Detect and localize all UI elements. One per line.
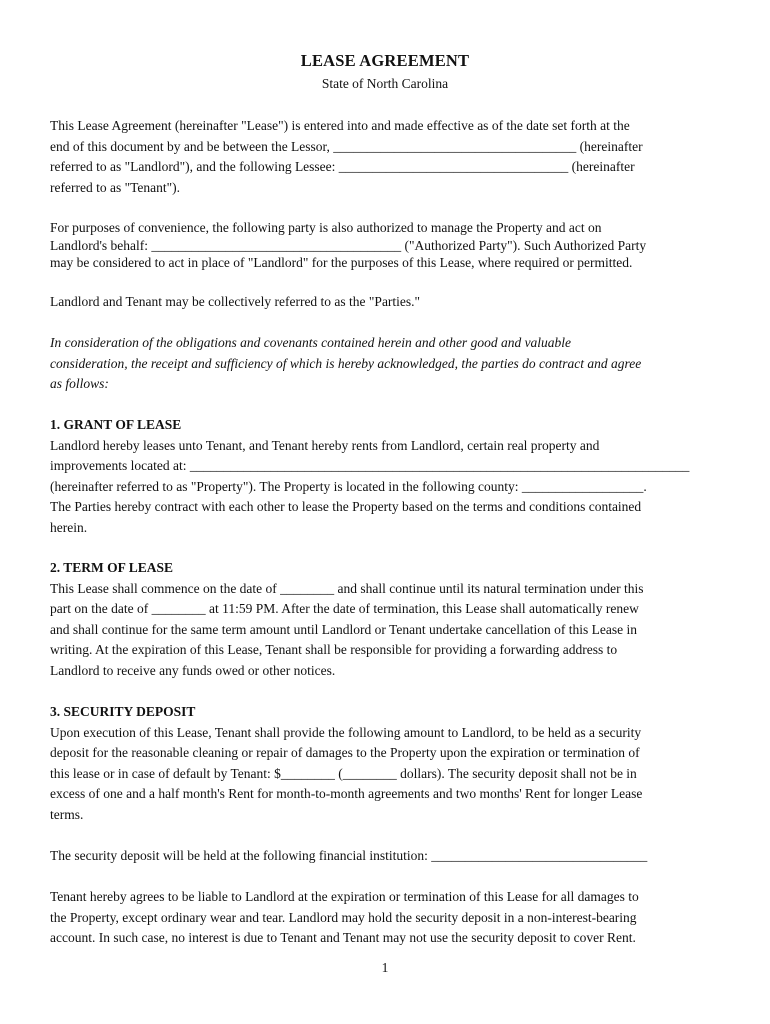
text-line: and shall continue for the same term amount until Landlord or Tenant undertake cancellation of this Lease in <box>50 621 637 637</box>
document-subtitle: State of North Carolina <box>321 76 449 91</box>
text-line: referred to as "Landlord"), and the following Lessee: __________________________________ (hereinafter <box>50 159 635 174</box>
text-line: This Lease shall commence on the date of ________ and shall continue until its natural termination under this <box>50 580 644 596</box>
text-line: terms. <box>50 806 84 822</box>
text-line: deposit for the reasonable cleaning or repair of damages to the Property upon the expiration or termination of <box>50 745 640 760</box>
damages-paragraph <box>50 887 720 949</box>
parties-paragraph <box>50 292 720 313</box>
page-number: 1 <box>381 960 389 975</box>
text-line: this lease or in case of default by Tenant: $________ (________ dollars). The security deposit shall not be in <box>50 765 637 781</box>
section-heading: 2. TERM OF LEASE <box>50 560 174 575</box>
section-grant-of-lease <box>50 415 720 538</box>
text-line: This Lease Agreement (hereinafter "Lease") is entered into and made effective as of the date set forth at the <box>50 118 630 133</box>
text-line: Tenant hereby agrees to be liable to Landlord at the expiration or termination of this Lease for all damages to <box>50 889 639 904</box>
text-line: improvements located at: __________________________________________________________________________ <box>50 458 690 473</box>
text-line: may be considered to act in place of "Landlord" for the purposes of this Lease, where required or permitted. <box>50 255 633 270</box>
document-title: LEASE AGREEMENT <box>300 51 470 70</box>
text-line: writing. At the expiration of this Lease, Tenant shall be responsible for providing a forwarding address to <box>50 642 618 657</box>
authorized-party-paragraph <box>50 219 720 272</box>
section-heading: 1. GRANT OF LEASE <box>50 417 182 432</box>
text-line: Upon execution of this Lease, Tenant shall provide the following amount to Landlord, to be held as a security <box>50 724 642 740</box>
text-line: The security deposit will be held at the following financial institution: ________________________________ <box>50 848 648 863</box>
text-line: herein. <box>50 519 88 535</box>
text-line: For purposes of convenience, the following party is also authorized to manage the Property and act on <box>50 220 602 235</box>
text-line: excess of one and a half month's Rent for month-to-month agreements and two months' Rent for longer Lease <box>50 786 643 801</box>
text-line: Landlord hereby leases unto Tenant, and Tenant hereby rents from Landlord, certain real property and <box>50 437 600 453</box>
text-line: part on the date of ________ at 11:59 PM. After the date of termination, this Lease shall automatically renew <box>50 601 639 616</box>
text-line: end of this document by and be between the Lessor, ____________________________________ (hereinafter <box>50 138 643 154</box>
consideration-paragraph <box>50 333 720 395</box>
text-line: referred to as "Tenant"). <box>50 179 181 195</box>
text-line: Landlord to receive any funds owed or other notices. <box>50 662 336 678</box>
deposit-institution-paragraph <box>50 846 720 867</box>
text-line: (hereinafter referred to as "Property"). The Property is located in the following county: __________________. <box>50 478 647 494</box>
section-term-of-lease <box>50 558 720 681</box>
text-line: as follows: <box>50 376 109 391</box>
text-line: In consideration of the obligations and covenants contained herein and other good and valuable <box>50 335 572 350</box>
section-heading: 3. SECURITY DEPOSIT <box>50 704 196 719</box>
text-line: Landlord's behalf: _____________________________________ ("Authorized Party"). Such Authorized Party <box>50 237 647 253</box>
text-line: The Parties hereby contract with each other to lease the Property based on the terms and conditions contained <box>50 499 642 514</box>
text-line: Landlord and Tenant may be collectively referred to as the "Parties." <box>50 294 421 309</box>
text-line: account. In such case, no interest is due to Tenant and Tenant may not use the security deposit to cover Rent. <box>50 930 636 945</box>
section-security-deposit <box>50 702 720 825</box>
text-line: consideration, the receipt and sufficiency of which is hereby acknowledged, the parties do contract and agree <box>50 355 642 371</box>
intro-paragraph <box>50 116 720 198</box>
text-line: the Property, except ordinary wear and tear. Landlord may hold the security deposit in a non-interest-bearing <box>50 909 637 925</box>
